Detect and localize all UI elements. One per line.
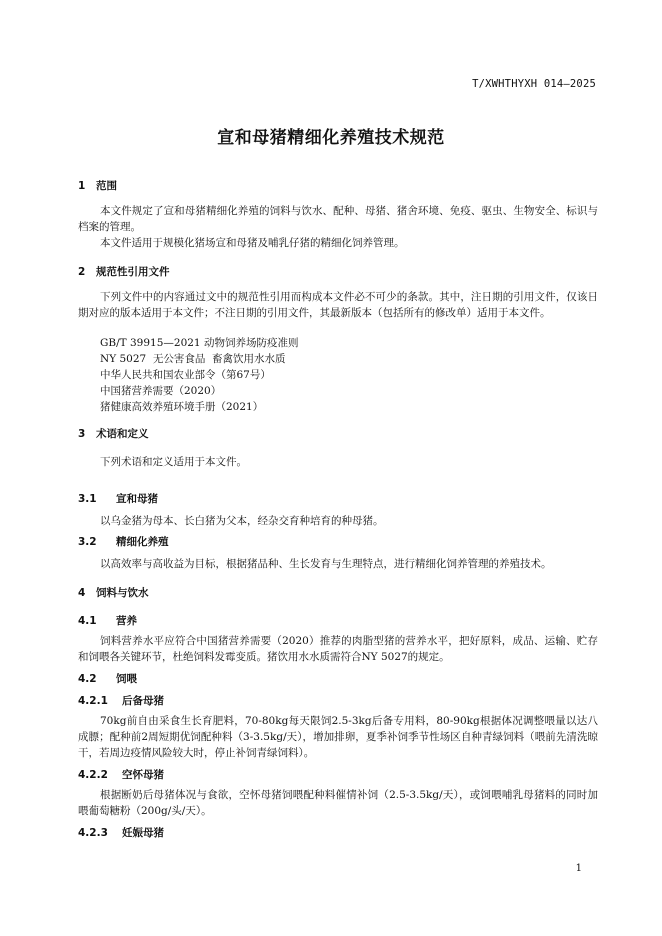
reference-item: 猪健康高效养殖环境手册（2021）	[100, 401, 264, 413]
paragraph: 70kg前自由采食生长育肥料，70-80kg每天限饲2.5-3kg后备专用料，80-90kg根据体况调整喂量以达八成膘；配种前2周短期优饲配种料（3-3.5kg/天），增加排卵，夏季补饲季节性场区自种青绿饲料（喂前先清洗晾干，若周边疫情风险较大时，停止补饲青绿饲料）。	[78, 715, 598, 759]
subsection-number: 4.2.3	[78, 827, 108, 839]
paragraph: 以高效率与高收益为目标，根据猪品种、生长发育与生理特点，进行精细化饲养管理的养殖技术。	[100, 558, 552, 570]
section-1-heading	[78, 178, 117, 193]
subsection-4-2-2-heading	[78, 767, 164, 782]
subsection-4-2-heading	[78, 671, 137, 686]
subsection-title: 妊娠母猪	[122, 827, 164, 839]
section-title: 规范性引用文件	[96, 266, 170, 278]
reference-item: GB/T 39915—2021 动物饲养场防疫准则	[100, 337, 299, 349]
subsection-4-2-1-heading	[78, 693, 164, 708]
subsection-title: 后备母猪	[122, 695, 164, 707]
section-2-heading	[78, 264, 170, 279]
subsection-number: 4.2.1	[78, 695, 108, 707]
subsection-3-2-heading	[78, 534, 169, 549]
section-number: 4	[78, 587, 86, 599]
section-3-heading	[78, 426, 149, 441]
paragraph: 本文件规定了宣和母猪精细化养殖的饲料与饮水、配种、母猪、猪舍环境、免疫、驱虫、生物安全、标识与档案的管理。	[78, 205, 598, 233]
section-number: 3	[78, 428, 86, 440]
subsection-number: 4.2	[78, 673, 97, 685]
paragraph: 以乌金猪为母本、长白猪为父本，经杂交育种培育的种母猪。	[100, 515, 384, 527]
document-code: T/XWHTHYXH 014—2025	[472, 78, 596, 90]
reference-item: NY 5027 无公害食品 畜禽饮用水水质	[100, 353, 286, 365]
section-number: 2	[78, 266, 86, 278]
subsection-title: 精细化养殖	[116, 536, 169, 548]
subsection-4-1-heading	[78, 613, 137, 628]
section-title: 范围	[96, 180, 117, 192]
subsection-3-1-heading	[78, 491, 158, 506]
subsection-title: 空怀母猪	[122, 769, 164, 781]
paragraph: 根据断奶后母猪体况与食欲，空怀母猪饲喂配种料催情补饲（2.5-3.5kg/天），或饲喂哺乳母猪料的同时加喂葡萄糖粉（200g/头/天）。	[78, 789, 598, 817]
section-title: 饲料与饮水	[96, 587, 149, 599]
paragraph: 下列术语和定义适用于本文件。	[100, 456, 247, 468]
section-number: 1	[78, 180, 86, 192]
subsection-title: 饲喂	[116, 673, 137, 685]
paragraph: 本文件适用于规模化猪场宣和母猪及哺乳仔猪的精细化饲养管理。	[100, 237, 405, 249]
paragraph: 饲料营养水平应符合中国猪营养需要（2020）推荐的肉脂型猪的营养水平，把好原料，成品、运输、贮存和饲喂各关键环节，杜绝饲料发霉变质。猪饮用水水质需符合NY 5027的规定。	[78, 635, 598, 663]
subsection-4-2-3-heading	[78, 825, 164, 840]
section-title: 术语和定义	[96, 428, 149, 440]
subsection-number: 4.1	[78, 615, 97, 627]
subsection-number: 4.2.2	[78, 769, 108, 781]
subsection-title: 营养	[116, 615, 137, 627]
subsection-title: 宣和母猪	[116, 493, 158, 505]
section-4-heading	[78, 585, 149, 600]
page-number: 1	[575, 863, 582, 874]
subsection-number: 3.2	[78, 536, 97, 548]
paragraph: 下列文件中的内容通过文中的规范性引用而构成本文件必不可少的条款。其中，注日期的引用文件，仅该日期对应的版本适用于本文件；不注日期的引用文件，其最新版本（包括所有的修改单）适用于本文件。	[78, 291, 598, 319]
reference-item: 中华人民共和国农业部令（第67号）	[100, 369, 271, 381]
document-title: 宣和母猪精细化养殖技术规范	[217, 128, 445, 148]
reference-item: 中国猪营养需要（2020）	[100, 385, 222, 397]
subsection-number: 3.1	[78, 493, 97, 505]
